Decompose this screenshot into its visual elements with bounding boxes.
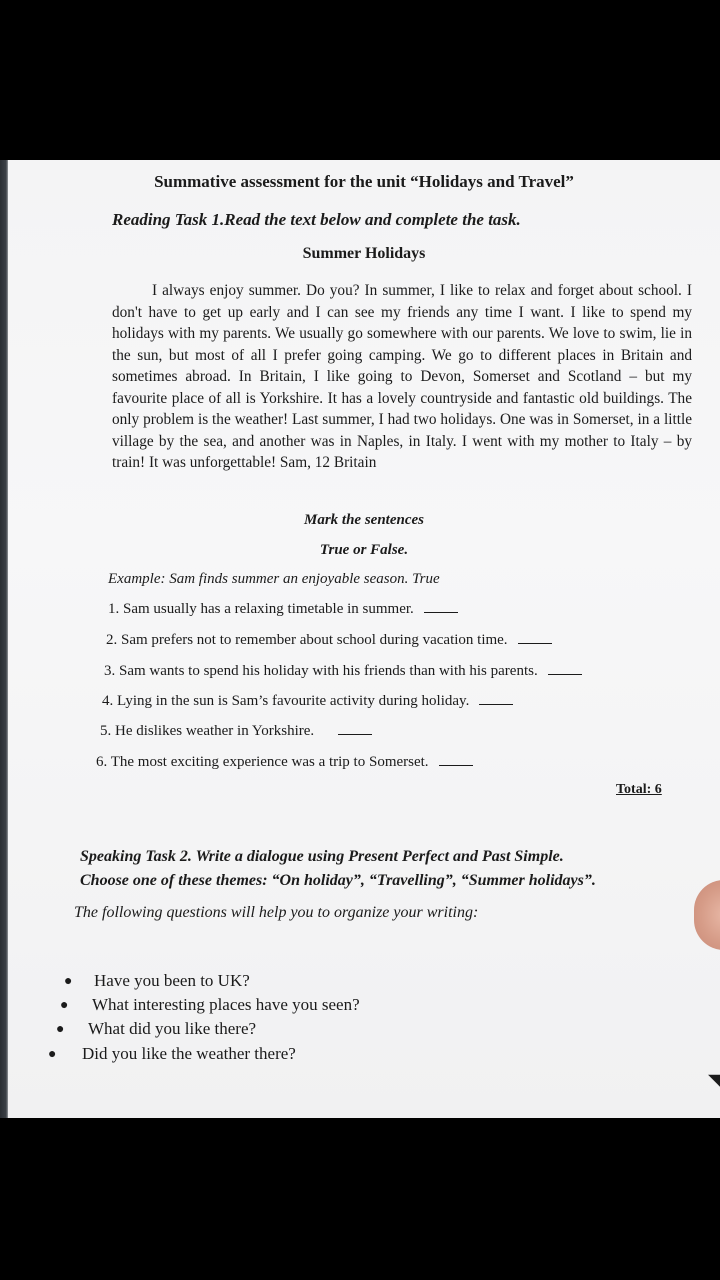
example-sentence: Example: Sam finds summer an enjoyable season. True — [108, 571, 440, 587]
answer-blank — [424, 600, 458, 613]
answer-blank — [439, 753, 473, 766]
bullet-question-3: What did you like there? — [88, 1019, 257, 1038]
answer-blank — [548, 662, 582, 675]
bullet-question-1: Have you been to UK? — [94, 971, 250, 990]
speaking-task-heading: Speaking Task 2. Write a dialogue using Present Perfect and Past Simple. — [80, 848, 564, 865]
bullet-icon: ● — [64, 974, 73, 989]
question-1: 1. Sam usually has a relaxing timetable in summer. — [108, 600, 458, 618]
bullet-icon: ● — [48, 1047, 57, 1062]
true-or-false-line: True or False. — [319, 542, 409, 558]
document-photo — [0, 160, 720, 1118]
page-edge-mark: ◥ — [708, 1072, 720, 1089]
bullet-question-2: What interesting places have you seen? — [92, 995, 360, 1014]
question-3: 3. Sam wants to spend his holiday with his friends than with his parents. — [104, 662, 582, 680]
reading-paragraph: I always enjoy summer. Do you? In summer, I like to relax and forget about school. I don't have to get up early and I can see my friends any time I want. I like to spend my holidays with my parents. We usually go somewhere with our parents. We love to swim, lie in the sun, but most of all I prefer going camping. We go to different places in Britain and sometimes abroad. In Britain, I like going to Devon, Somerset and Scotland – but my favourite place of all is Yorkshire. It has a lovely countryside and fantastic old buildings. The only problem is the weather! Last summer, I had two holidays. One was in Somerset, in a little village by the sea, and another was in Naples, in Italy. I went with my mother to Italy – by train! It was unforgettable! Sam, 12 Britain — [112, 282, 692, 471]
speaking-instructions: The following questions will help you to organize your writing: — [74, 904, 479, 921]
answer-blank — [338, 722, 372, 735]
mark-sentences-line: Mark the sentences — [304, 512, 424, 528]
assessment-title: Summative assessment for the unit “Holidays and Travel” — [154, 172, 574, 191]
text-title: Summer Holidays — [302, 245, 426, 262]
question-4: 4. Lying in the sun is Sam’s favourite activity during holiday. — [102, 692, 513, 710]
total-score: Total: 6 — [616, 782, 662, 797]
bullet-icon: ● — [60, 998, 69, 1013]
answer-blank — [518, 631, 552, 644]
reading-task-heading: Reading Task 1.Read the text below and complete the task. — [112, 210, 521, 229]
bullet-icon: ● — [56, 1022, 65, 1037]
question-2: 2. Sam prefers not to remember about school during vacation time. — [106, 631, 552, 649]
question-6: 6. The most exciting experience was a trip to Somerset. — [96, 753, 473, 771]
bullet-question-4: Did you like the weather there? — [82, 1044, 296, 1063]
speaking-themes: Choose one of these themes: “On holiday”, “Travelling”, “Summer holidays”. — [80, 872, 596, 889]
question-5: 5. He dislikes weather in Yorkshire. — [100, 722, 372, 740]
worksheet-paper — [8, 160, 720, 1118]
answer-blank — [479, 692, 513, 705]
